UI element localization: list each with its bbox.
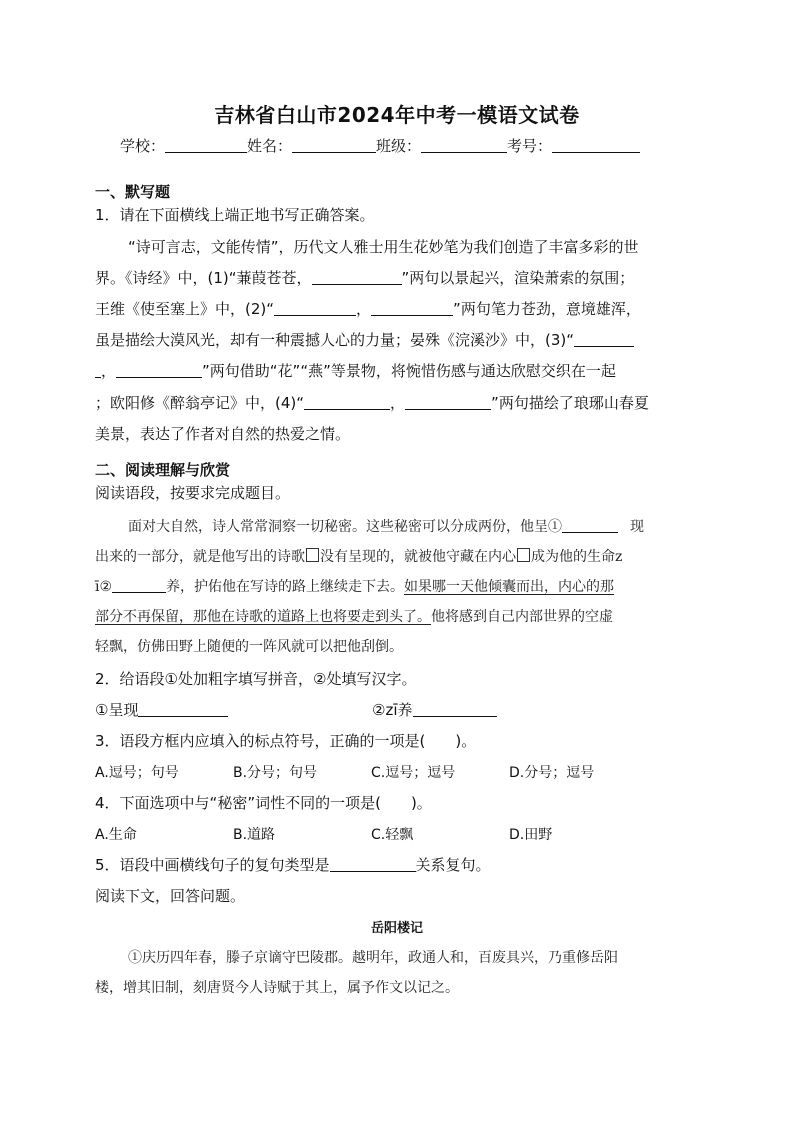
option-a[interactable]: A.逗号；句号 [95, 765, 179, 781]
punctuation-box[interactable] [306, 548, 319, 562]
answer-blank[interactable] [413, 702, 497, 717]
passage-text: 界。《诗经》中，(1)“蒹葭苍苍， [95, 269, 312, 287]
reading-text: ī② [95, 579, 113, 595]
article-title: 岳阳楼记 [370, 921, 423, 936]
article-line: 楼，增其旧制，刻唐贤今人诗赋于其上，属予作文以记之。 [95, 980, 459, 996]
answer-blank[interactable] [574, 332, 634, 347]
option-d[interactable]: D.田野 [509, 827, 553, 843]
q5-text: 5．语段中画横线句子的复句类型是 [95, 856, 330, 874]
option-c[interactable]: C.轻飘 [371, 827, 414, 843]
exam-no-blank[interactable] [552, 138, 640, 153]
option-b[interactable]: B.道路 [233, 827, 276, 843]
section-heading-2: 二、阅读理解与欣赏 [95, 461, 231, 479]
underlined-sentence: 如果哪一天他倾囊而出，内心的那 [404, 579, 615, 595]
answer-blank[interactable] [304, 395, 390, 410]
question-4-prompt: 4．下面选项中与“秘密”词性不同的一项是( )。 [95, 794, 432, 812]
passage-text: ， [101, 362, 117, 380]
question-2-answer-line [95, 700, 228, 720]
passage-text: ”两句以景起兴，渲染萧索的氛围； [401, 269, 635, 287]
option-c[interactable]: C.逗号；逗号 [371, 765, 456, 781]
passage-text: ”两句借助“花”“燕”等景物，将惋惜伤感与通达欣慰交织在一起 [202, 362, 616, 380]
passage-line [95, 268, 634, 288]
passage-text: ”两句描绘了琅琊山春夏 [491, 394, 649, 412]
reading-text: 他将感到自己内部世界的空虚 [431, 609, 613, 625]
reading-text: 面对大自然，诗人常常洞察一切秘密。这些秘密可以分成两份，他呈① [128, 519, 562, 535]
q2-item-a: ①呈现 [95, 701, 139, 719]
reading-text: 养，护佑他在写诗的路上继续走下去。 [166, 579, 405, 595]
reading-line: 轻飘，仿佛田野上随便的一阵风就可以把他刮倒。 [95, 639, 403, 655]
answer-blank[interactable] [405, 395, 491, 410]
punctuation-box[interactable] [517, 548, 530, 562]
reading-line [128, 517, 644, 537]
reading-line [95, 607, 613, 627]
reading-text: 现 [630, 519, 644, 535]
school-label: 学校： [120, 137, 166, 155]
answer-blank[interactable] [112, 578, 166, 593]
page-title: 吉林省白山市2024年中考一模语文试卷 [214, 103, 580, 127]
passage-line [95, 330, 634, 350]
question-3-prompt: 3．语段方框内应填入的标点符号，正确的一项是( )。 [95, 732, 477, 750]
passage-text: ；欧阳修《醉翁亭记》中，(4)“ [95, 394, 305, 412]
option-d[interactable]: D.分号；逗号 [509, 765, 595, 781]
class-label: 班级： [376, 137, 422, 155]
underlined-sentence: 部分不再保留，那他在诗歌的道路上也将要走到头了。 [95, 609, 431, 625]
answer-blank[interactable] [562, 518, 618, 533]
question-2-prompt: 2．给语段①处加粗字填写拼音，②处填写汉字。 [95, 670, 417, 688]
passage-line [95, 393, 649, 413]
passage-text: 虽是描绘大漠风光，却有一种震撼人心的力量；晏殊《浣溪沙》中，(3)“ [95, 331, 575, 349]
passage-text: ， [390, 394, 406, 412]
exam-no-label: 考号： [507, 137, 553, 155]
name-blank[interactable] [292, 138, 376, 153]
class-blank[interactable] [421, 138, 507, 153]
school-blank[interactable] [165, 138, 247, 153]
reading-instruction: 阅读语段，按要求完成题目。 [95, 484, 291, 502]
passage-text: 王维《使至塞上》中，(2)“ [95, 300, 275, 318]
passage-text: ”两句笔力苍劲，意境雄浑， [453, 300, 641, 318]
answer-blank[interactable] [330, 857, 416, 872]
reading-text: 成为他的生命z [531, 549, 623, 565]
reading-text: 出来的一部分，就是他写出的诗歌 [95, 549, 305, 565]
passage-line [95, 361, 616, 381]
question-5-prompt [95, 855, 491, 875]
reading-line [95, 577, 614, 597]
answer-blank[interactable] [116, 363, 202, 378]
name-label: 姓名： [247, 137, 293, 155]
reading-instruction-2: 阅读下文，回答问题。 [95, 887, 246, 905]
reading-line [95, 547, 622, 567]
passage-line: “诗可言志，文能传情”，历代文人雅士用生花妙笔为我们创造了丰富多彩的世 [128, 238, 639, 256]
passage-line: 美景，表达了作者对自然的热爱之情。 [95, 425, 351, 443]
passage-line [95, 299, 641, 319]
q2-item-b: ②zī养 [372, 701, 413, 719]
student-info-line [120, 135, 640, 156]
article-line: ①庆历四年春，滕子京谪守巴陵郡。越明年，政通人和，百废具兴，乃重修岳阳 [128, 950, 618, 966]
section-heading-1: 一、默写题 [95, 183, 171, 201]
option-b[interactable]: B.分号；句号 [233, 765, 318, 781]
passage-text: ， [356, 300, 372, 318]
answer-blank[interactable] [138, 702, 228, 717]
reading-text: 没有呈现的，就被他守藏在内心 [320, 549, 516, 565]
option-a[interactable]: A.生命 [95, 827, 137, 843]
answer-blank[interactable] [312, 270, 402, 285]
question-2-answer-line [372, 700, 497, 720]
q5-text: 关系复句。 [415, 856, 491, 874]
question-1-prompt: 1．请在下面横线上端正地书写正确答案。 [95, 206, 375, 224]
answer-blank[interactable] [274, 301, 356, 316]
answer-blank[interactable] [371, 301, 453, 316]
